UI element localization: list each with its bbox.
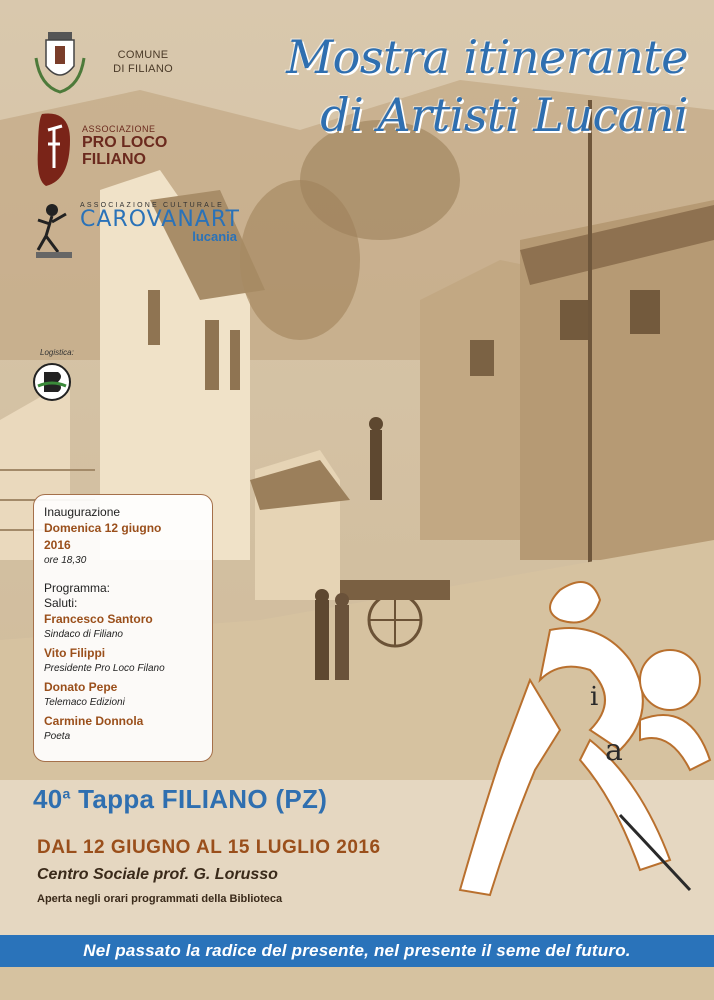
programma-label: Programma: — [44, 581, 111, 595]
carovanart-name: CAROVANART — [80, 207, 240, 232]
dancing-letters-graphic — [440, 560, 714, 940]
inaugurazione-date-line1: Domenica 12 giugno — [44, 521, 162, 535]
svg-text:i: i — [590, 682, 599, 712]
speaker-role: Telemaco Edizioni — [44, 697, 125, 708]
carovanart-figure-icon — [32, 200, 76, 260]
comune-line2: DI FILIANO — [113, 63, 173, 75]
title-line2: di Artisti Lucani — [320, 88, 688, 142]
speaker-name: Carmine Donnola — [44, 714, 144, 728]
comune-crest-icon — [30, 28, 90, 98]
proloco-logo-icon — [34, 110, 74, 188]
speaker-name: Francesco Santoro — [44, 612, 153, 626]
carovanart-small: ASSOCIAZIONE CULTURALE — [80, 202, 224, 209]
opening-hours: Aperta negli orari programmati della Biblioteca — [37, 893, 283, 905]
speaker-name: Donato Pepe — [44, 680, 118, 694]
proloco-line2: FILIANO — [82, 151, 146, 168]
speaker-role: Presidente Pro Loco Filano — [44, 663, 165, 674]
comune-label — [108, 48, 178, 76]
comune-line1: COMUNE — [117, 49, 169, 61]
proloco-label — [82, 124, 167, 168]
speaker-name: Vito Filippi — [44, 646, 106, 660]
exhibition-dates: DAL 12 GIUGNO AL 15 LUGLIO 2016 — [37, 837, 381, 858]
speaker-role: Poeta — [44, 731, 71, 742]
carovanart-label — [80, 202, 240, 243]
carovanart-sub: lucania — [192, 229, 237, 244]
logistica-label: Logistica: — [40, 348, 74, 357]
tappa-heading — [33, 784, 327, 815]
speaker-role: Sindaco di Filiano — [44, 629, 123, 640]
venue-name: Centro Sociale prof. G. Lorusso — [37, 866, 278, 883]
proloco-small: ASSOCIAZIONE — [82, 124, 156, 134]
saluti-label: Saluti: — [44, 596, 78, 610]
tappa-number: 40 — [33, 784, 63, 814]
motto-text: Nel passato la radice del presente, nel presente il seme del futuro. — [83, 941, 631, 960]
logistica-logo-icon — [32, 362, 72, 402]
inaugurazione-label: Inaugurazione — [44, 505, 121, 519]
inaugurazione-date-line2: 2016 — [44, 538, 71, 552]
program-box — [33, 494, 213, 762]
title-line1: Mostra itinerante — [286, 30, 688, 84]
svg-text:a: a — [605, 733, 623, 768]
proloco-line1: PRO LOCO — [82, 134, 168, 151]
poster-title — [286, 28, 688, 144]
tappa-rest: Tappa FILIANO (PZ) — [70, 784, 328, 814]
tappa-ordinal: a — [62, 785, 71, 802]
inaugurazione-time: ore 18,30 — [44, 555, 87, 566]
